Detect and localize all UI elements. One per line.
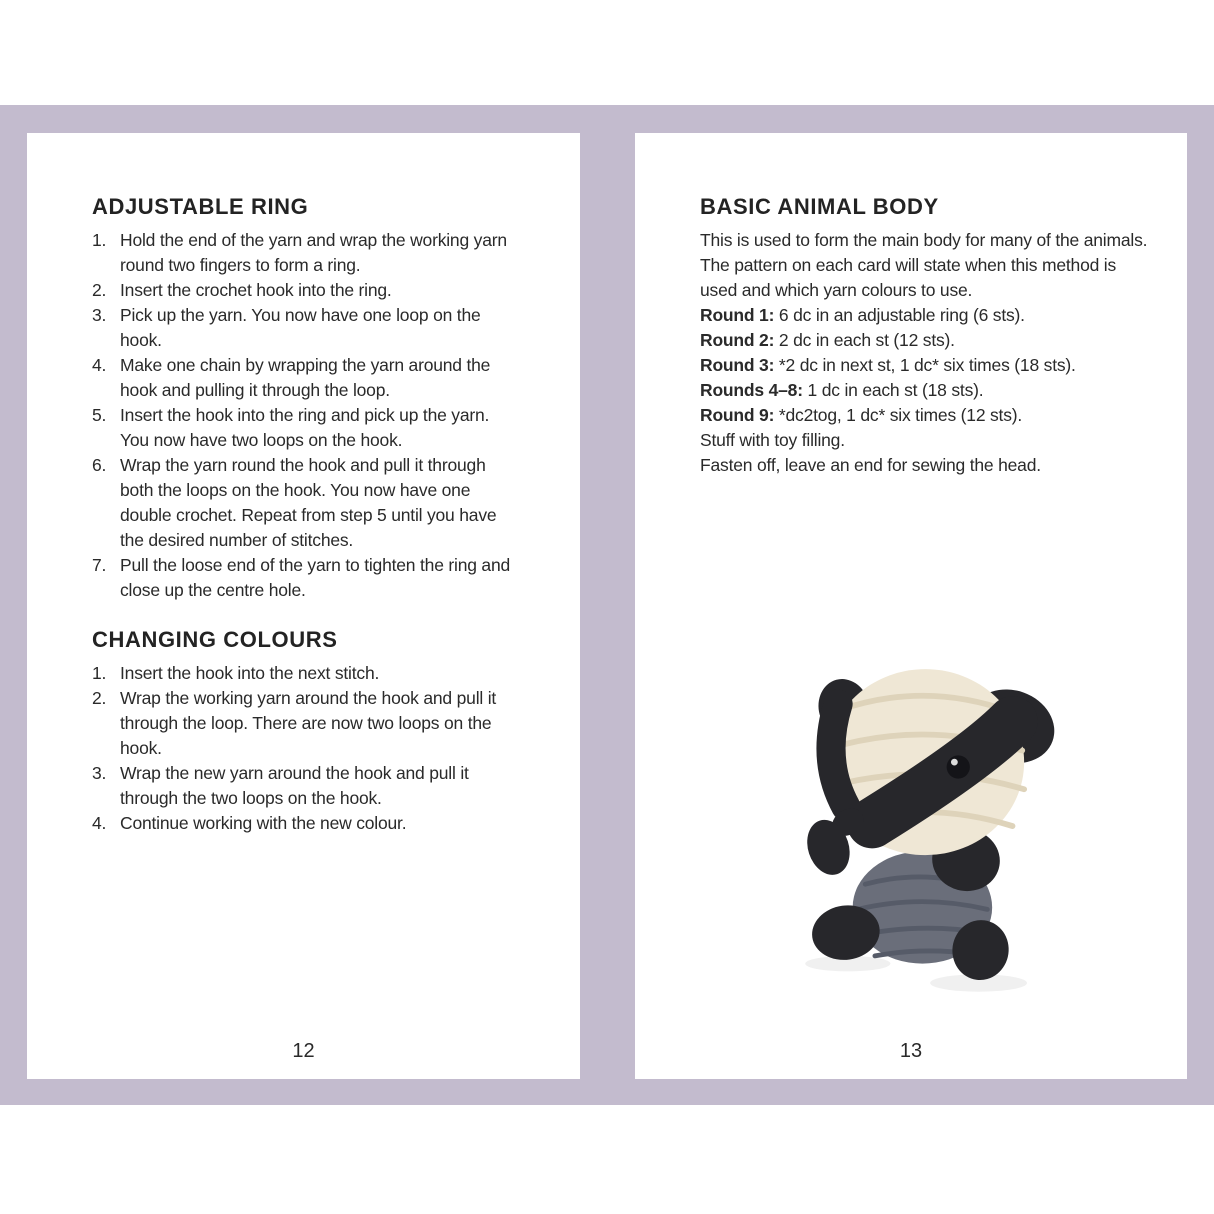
step-item <box>92 353 512 403</box>
step-item <box>92 228 512 278</box>
step-text: Wrap the working yarn around the hook and pull it through the loop. There are now two loops on the hook. <box>120 688 497 758</box>
section-heading-changing-colours: CHANGING COLOURS <box>92 627 338 652</box>
step-number: 2. <box>92 280 107 300</box>
pattern-round <box>700 403 1155 428</box>
round-text: *dc2tog, 1 dc* six times (12 sts). <box>778 405 1023 425</box>
step-number: 7. <box>92 555 107 575</box>
step-number: 1. <box>92 663 107 683</box>
step-item <box>92 686 512 761</box>
badger-photo <box>780 653 1090 1003</box>
step-text: Insert the crochet hook into the ring. <box>120 280 392 300</box>
step-text: Make one chain by wrapping the yarn around the hook and pulling it through the loop. <box>120 355 491 400</box>
step-item <box>92 303 512 353</box>
step-text: Insert the hook into the next stitch. <box>120 663 380 683</box>
pattern-round <box>700 378 1155 403</box>
step-item <box>92 553 512 603</box>
pattern-round <box>700 353 1155 378</box>
step-text: Hold the end of the yarn and wrap the working yarn round two fingers to form a ring. <box>120 230 507 275</box>
step-item <box>92 453 512 553</box>
round-label: Rounds 4–8: <box>700 380 803 400</box>
step-number: 4. <box>92 355 107 375</box>
adjustable-ring-steps <box>92 228 512 603</box>
page-right <box>635 133 1187 1079</box>
round-text: Fasten off, leave an end for sewing the head. <box>700 455 1041 475</box>
step-number: 3. <box>92 305 107 325</box>
step-number: 6. <box>92 455 107 475</box>
step-text: Continue working with the new colour. <box>120 813 407 833</box>
pattern-round <box>700 453 1155 478</box>
intro-paragraph: This is used to form the main body for many of the animals. The pattern on each card will state when this method is used and which yarn colours to use. <box>700 230 1148 300</box>
step-number: 1. <box>92 230 107 250</box>
page-left-content <box>92 193 512 836</box>
step-item <box>92 278 512 303</box>
step-text: Pull the loose end of the yarn to tighten the ring and close up the centre hole. <box>120 555 511 600</box>
round-label: Round 3: <box>700 355 775 375</box>
pattern-round <box>700 328 1155 353</box>
round-label: Round 1: <box>700 305 775 325</box>
badger-illustration <box>780 653 1090 1003</box>
round-text: Stuff with toy filling. <box>700 430 845 450</box>
step-number: 4. <box>92 813 107 833</box>
step-item <box>92 761 512 811</box>
round-text: *2 dc in next st, 1 dc* six times (18 sts). <box>778 355 1076 375</box>
round-label: Round 2: <box>700 330 775 350</box>
step-item <box>92 811 512 836</box>
page-number-right: 13 <box>899 1040 923 1062</box>
round-text: 6 dc in an adjustable ring (6 sts). <box>778 305 1025 325</box>
page-left <box>27 133 580 1079</box>
pattern-round <box>700 428 1155 453</box>
step-text: Insert the hook into the ring and pick up the yarn. You now have two loops on the hook. <box>120 405 490 450</box>
round-label: Round 9: <box>700 405 775 425</box>
step-text: Pick up the yarn. You now have one loop on the hook. <box>120 305 481 350</box>
step-text: Wrap the new yarn around the hook and pull it through the two loops on the hook. <box>120 763 469 808</box>
badger-eye <box>947 755 970 778</box>
step-number: 3. <box>92 763 107 783</box>
page-right-content <box>700 193 1155 478</box>
section-heading-basic-animal-body: BASIC ANIMAL BODY <box>700 194 939 219</box>
step-number: 2. <box>92 688 107 708</box>
round-text: 2 dc in each st (12 sts). <box>778 330 955 350</box>
changing-colours-steps <box>92 661 512 836</box>
step-item <box>92 661 512 686</box>
page-number-left: 12 <box>292 1040 315 1062</box>
step-item <box>92 403 512 453</box>
pattern-round <box>700 303 1155 328</box>
section-heading-adjustable-ring: ADJUSTABLE RING <box>92 194 309 219</box>
step-number: 5. <box>92 405 107 425</box>
step-text: Wrap the yarn round the hook and pull it through both the loops on the hook. You now have one double crochet. Repeat from step 5 until you have the desired number of stitches. <box>120 455 497 550</box>
round-text: 1 dc in each st (18 sts). <box>807 380 984 400</box>
